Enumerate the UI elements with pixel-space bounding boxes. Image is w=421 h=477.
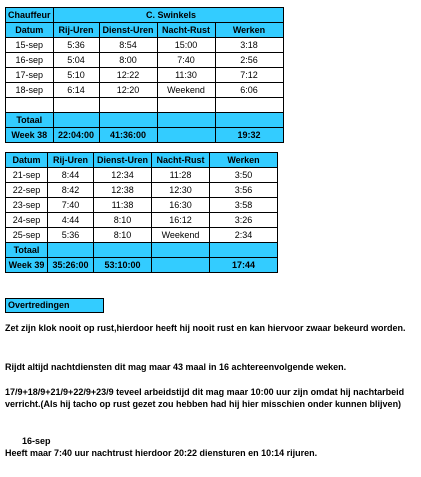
total-rij-uren: 22:04:00 — [53, 128, 99, 143]
header-rij-uren: Rij-Uren — [53, 23, 99, 38]
total-dienst-uren: 41:36:00 — [99, 128, 157, 143]
chauffeur-row — [6, 8, 284, 23]
note-klok-rust: Zet zijn klok nooit op rust,hierdoor heeft hij nooit rust en kan hiervoor zwaar bekeurd worden. — [5, 323, 406, 333]
note-arbeidstijd: 17/9+18/9+21/9+22/9+23/9 teveel arbeidstijd dit mag maar 10:00 uur zijn omdat hij nachtarbeid verricht.(Als hij tacho op rust gezet zou hebben had hij hier misschien onder kunnen blijven) — [5, 387, 405, 409]
cell-datum: 22-sep — [6, 183, 48, 198]
cell-nacht-rust: 11:28 — [152, 168, 210, 183]
cell-rij-uren: 5:36 — [48, 228, 94, 243]
cell-rij-uren: 8:42 — [48, 183, 94, 198]
cell-werken: 2:34 — [210, 228, 278, 243]
week-total-row — [6, 258, 278, 273]
totaal-cell — [210, 243, 278, 258]
week-label: Week 39 — [6, 258, 48, 273]
table-row — [6, 38, 284, 53]
header-dienst-uren: Dienst-Uren — [99, 23, 157, 38]
overtredingen-banner: Overtredingen — [5, 298, 104, 313]
cell-werken — [215, 98, 283, 113]
cell-dienst-uren: 11:38 — [94, 198, 152, 213]
cell-nacht-rust: Weekend — [152, 228, 210, 243]
cell-dienst-uren: 8:10 — [94, 228, 152, 243]
chauffeur-name: C. Swinkels — [53, 8, 283, 23]
cell-dienst-uren — [99, 98, 157, 113]
cell-werken: 3:58 — [210, 198, 278, 213]
table-row — [6, 198, 278, 213]
totaal-label: Totaal — [6, 243, 48, 258]
cell-dienst-uren: 8:10 — [94, 213, 152, 228]
header-row — [6, 153, 278, 168]
total-rij-uren: 35:26:00 — [48, 258, 94, 273]
cell-nacht-rust: 7:40 — [157, 53, 215, 68]
totaal-cell — [99, 113, 157, 128]
total-nacht-rust — [152, 258, 210, 273]
cell-datum: 16-sep — [6, 53, 54, 68]
cell-nacht-rust: 16:30 — [152, 198, 210, 213]
cell-werken: 3:26 — [210, 213, 278, 228]
header-datum: Datum — [6, 153, 48, 168]
cell-datum: 25-sep — [6, 228, 48, 243]
cell-datum: 15-sep — [6, 38, 54, 53]
totaal-cell — [48, 243, 94, 258]
table-row — [6, 168, 278, 183]
chauffeur-label: Chauffeur — [6, 8, 54, 23]
table-row — [6, 68, 284, 83]
cell-dienst-uren: 12:34 — [94, 168, 152, 183]
cell-dienst-uren: 12:38 — [94, 183, 152, 198]
cell-datum — [6, 98, 54, 113]
cell-nacht-rust: 16:12 — [152, 213, 210, 228]
cell-dienst-uren: 12:20 — [99, 83, 157, 98]
header-dienst-uren: Dienst-Uren — [94, 153, 152, 168]
totaal-row — [6, 113, 284, 128]
totaal-cell — [152, 243, 210, 258]
cell-rij-uren: 5:10 — [53, 68, 99, 83]
cell-nacht-rust: 11:30 — [157, 68, 215, 83]
cell-werken: 3:18 — [215, 38, 283, 53]
table-row — [6, 98, 284, 113]
cell-rij-uren: 8:44 — [48, 168, 94, 183]
cell-werken: 2:56 — [215, 53, 283, 68]
totaal-cell — [94, 243, 152, 258]
cell-rij-uren: 4:44 — [48, 213, 94, 228]
cell-rij-uren: 7:40 — [48, 198, 94, 213]
table-row — [6, 53, 284, 68]
header-rij-uren: Rij-Uren — [48, 153, 94, 168]
cell-datum: 18-sep — [6, 83, 54, 98]
header-werken: Werken — [215, 23, 283, 38]
totaal-label: Totaal — [6, 113, 54, 128]
header-row — [6, 23, 284, 38]
cell-rij-uren — [53, 98, 99, 113]
header-nacht-rust: Nacht-Rust — [152, 153, 210, 168]
table-row — [6, 183, 278, 198]
note-nachtdiensten: Rijdt altijd nachtdiensten dit mag maar 43 maal in 16 achtereenvolgende weken. — [5, 362, 347, 372]
cell-nacht-rust — [157, 98, 215, 113]
week-total-row — [6, 128, 284, 143]
cell-dienst-uren: 12:22 — [99, 68, 157, 83]
total-nacht-rust — [157, 128, 215, 143]
cell-nacht-rust: 15:00 — [157, 38, 215, 53]
cell-werken: 6:06 — [215, 83, 283, 98]
totaal-row — [6, 243, 278, 258]
totaal-cell — [215, 113, 283, 128]
note-nachtrust: Heeft maar 7:40 uur nachtrust hierdoor 20:22 diensturen en 10:14 rijuren. — [5, 448, 318, 458]
cell-rij-uren: 6:14 — [53, 83, 99, 98]
cell-dienst-uren: 8:00 — [99, 53, 157, 68]
cell-werken: 3:50 — [210, 168, 278, 183]
header-nacht-rust: Nacht-Rust — [157, 23, 215, 38]
table-row — [6, 228, 278, 243]
total-werken: 19:32 — [215, 128, 283, 143]
note-date: 16-sep — [22, 436, 51, 446]
week-label: Week 38 — [6, 128, 54, 143]
week39-table — [5, 152, 278, 273]
table-row — [6, 83, 284, 98]
total-werken: 17:44 — [210, 258, 278, 273]
cell-datum: 21-sep — [6, 168, 48, 183]
header-werken: Werken — [210, 153, 278, 168]
total-dienst-uren: 53:10:00 — [94, 258, 152, 273]
cell-dienst-uren: 8:54 — [99, 38, 157, 53]
week38-table — [5, 7, 284, 143]
cell-rij-uren: 5:04 — [53, 53, 99, 68]
totaal-cell — [157, 113, 215, 128]
cell-datum: 24-sep — [6, 213, 48, 228]
cell-werken: 7:12 — [215, 68, 283, 83]
header-datum: Datum — [6, 23, 54, 38]
cell-nacht-rust: Weekend — [157, 83, 215, 98]
table-row — [6, 213, 278, 228]
cell-nacht-rust: 12:30 — [152, 183, 210, 198]
cell-rij-uren: 5:36 — [53, 38, 99, 53]
cell-datum: 17-sep — [6, 68, 54, 83]
cell-werken: 3:56 — [210, 183, 278, 198]
totaal-cell — [53, 113, 99, 128]
cell-datum: 23-sep — [6, 198, 48, 213]
